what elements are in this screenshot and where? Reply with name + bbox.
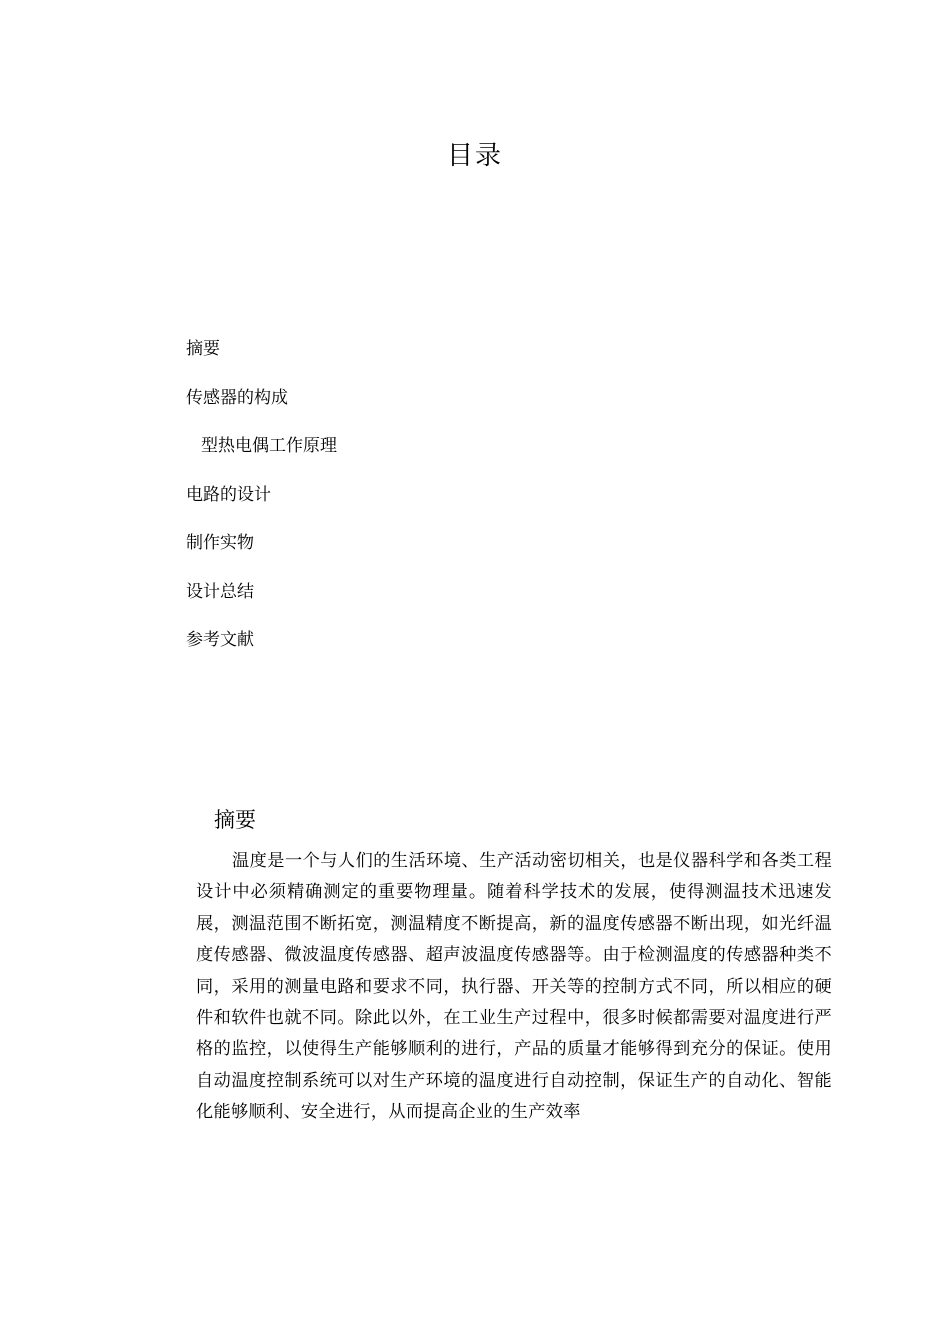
abstract-heading: 摘要 [214, 808, 256, 832]
toc-item-abstract[interactable]: 摘要 [186, 339, 220, 359]
toc-item-circuit-design[interactable]: 电路的设计 [186, 485, 271, 505]
toc-item-thermocouple-principle[interactable]: 型热电偶工作原理 [201, 436, 337, 456]
page-title: 目录 [446, 141, 503, 171]
toc-item-design-summary[interactable]: 设计总结 [186, 582, 254, 602]
toc-item-make-prototype[interactable]: 制作实物 [186, 533, 254, 553]
toc-item-sensor-composition[interactable]: 传感器的构成 [186, 388, 288, 408]
abstract-paragraph: 温度是一个与人们的生活环境、生产活动密切相关，也是仪器科学和各类工程设计中必须精确测定的重要物理量。随着科学技术的发展，使得测温技术迅速发展，测温范围不断拓宽，测温精度不断提高，新的温度传感器不断出现，如光纤温度传感器、微波温度传感器、超声波温度传感器等。由于检测温度的传感器种类不同，采用的测量电路和要求不同，执行器、开关等的控制方式不同，所以相应的硬件和软件也就不同。除此以外，在工业生产过程中，很多时候都需要对温度进行严格的监控，以使得生产能够顺利的进行，产品的质量才能够得到充分的保证。使用自动温度控制系统可以对生产环境的温度进行自动控制，保证生产的自动化、智能化能够顺利、安全进行，从而提高企业的生产效率 [196, 851, 832, 1123]
toc-item-references[interactable]: 参考文献 [186, 630, 254, 650]
